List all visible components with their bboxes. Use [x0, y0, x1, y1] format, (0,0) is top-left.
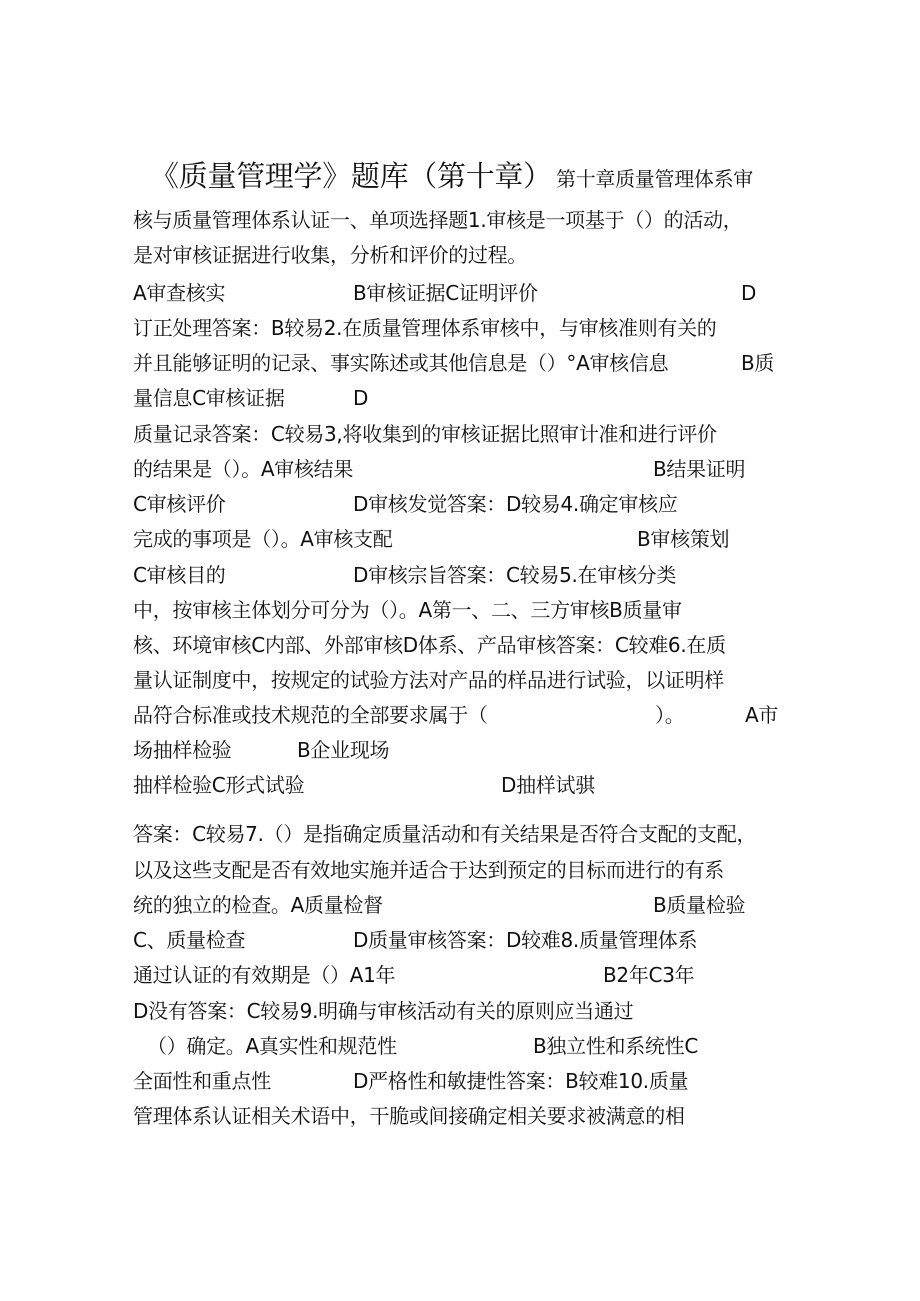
text-segment: 管理体系认证相关术语中，干脆或间接确定相关要求被满意的相: [133, 1104, 685, 1128]
text-segment: 抽样检验C形式试验: [133, 773, 305, 797]
text-segment: 答案：C较易7.（）是指确定质量活动和有关结果是否符合支配的支配，: [133, 822, 757, 846]
option-text: D: [353, 386, 369, 410]
option-text: B2年C3年: [603, 963, 695, 987]
text-segment: 量信息C审核证据: [133, 386, 285, 410]
text-segment: 通过认证的有效期是（）A1年: [133, 963, 396, 987]
option-text: C审核目的: [133, 563, 226, 587]
option-text: C审核评价: [133, 492, 226, 516]
text-segment: D质量审核答案：D较难8.质量管理体系: [353, 928, 698, 952]
text-segment: D审核发觉答案：D较易4.确定审核应: [353, 492, 678, 516]
text-segment: D审核宗旨答案：C较易5.在审核分类: [353, 563, 677, 587]
text-segment: （）确定。A真实性和规范性: [147, 1034, 397, 1058]
option-text: D抽样试骐: [501, 773, 595, 797]
text-segment: 是对审核证据进行收集，分析和评价的过程。: [133, 243, 527, 267]
option-text: B企业现场: [297, 738, 390, 762]
text-segment: 核与质量管理体系认证一、单项选择题1.审核是一项基于（）的活动，: [133, 208, 743, 232]
document-title: 《质量管理学》题库（第十章）: [150, 159, 552, 193]
option-text: B审核策划: [637, 527, 730, 551]
text-segment: 核、环境审核C内部、外部审核D体系、产品审核答案：C较难6.在质: [133, 633, 726, 657]
text-segment: 第十章质量管理体系审: [556, 167, 753, 191]
option-text: A市: [745, 703, 779, 727]
text-segment: 订正处理答案：B较易2.在质量管理体系审核中，与审核准则有关的: [133, 316, 717, 340]
text-segment: 完成的事项是（）。A审核支配: [133, 527, 393, 551]
text-segment: ）。: [655, 703, 685, 727]
option-text: B独立性和系统性C: [533, 1034, 698, 1058]
text-segment: D没有答案：C较易9.明确与审核活动有关的原则应当通过: [133, 999, 634, 1023]
text-segment: 以及这些支配是否有效地实施并适合于达到预定的目标而进行的有系: [133, 858, 724, 882]
text-segment: 质量记录答案：C较易3,将收集到的审核证据比照审计准和进行评价: [133, 422, 717, 446]
option-text: B质: [741, 351, 775, 375]
text-segment: 中，按审核主体划分可分为（）。A第一、二、三方审核B质量审: [133, 598, 682, 622]
text-segment: 统的独立的检查。A质量检督: [133, 893, 383, 917]
text-segment: 场抽样检验: [133, 738, 232, 762]
text-segment: 的结果是（）。A审核结果: [133, 457, 354, 481]
text-segment: 量认证制度中，按规定的试验方法对产品的样品进行试验，以证明样: [133, 668, 724, 692]
option-text: B质量检验: [653, 893, 746, 917]
option-text: A审查核实: [133, 281, 226, 305]
text-segment: D严格性和敏捷性答案：B较难10.质量: [353, 1069, 689, 1093]
option-text: C、质量检查: [133, 928, 246, 952]
option-text: D: [741, 281, 757, 305]
text-segment: 并且能够证明的记录、事实陈述或其他信息是（）°A审核信息: [133, 351, 669, 375]
text-segment: 品符合标准或技术规范的全部要求属于（: [133, 703, 488, 727]
option-text: B结果证明: [653, 457, 746, 481]
text-segment: 全面性和重点性: [133, 1069, 271, 1093]
option-text: B审核证据C证明评价: [353, 281, 538, 305]
